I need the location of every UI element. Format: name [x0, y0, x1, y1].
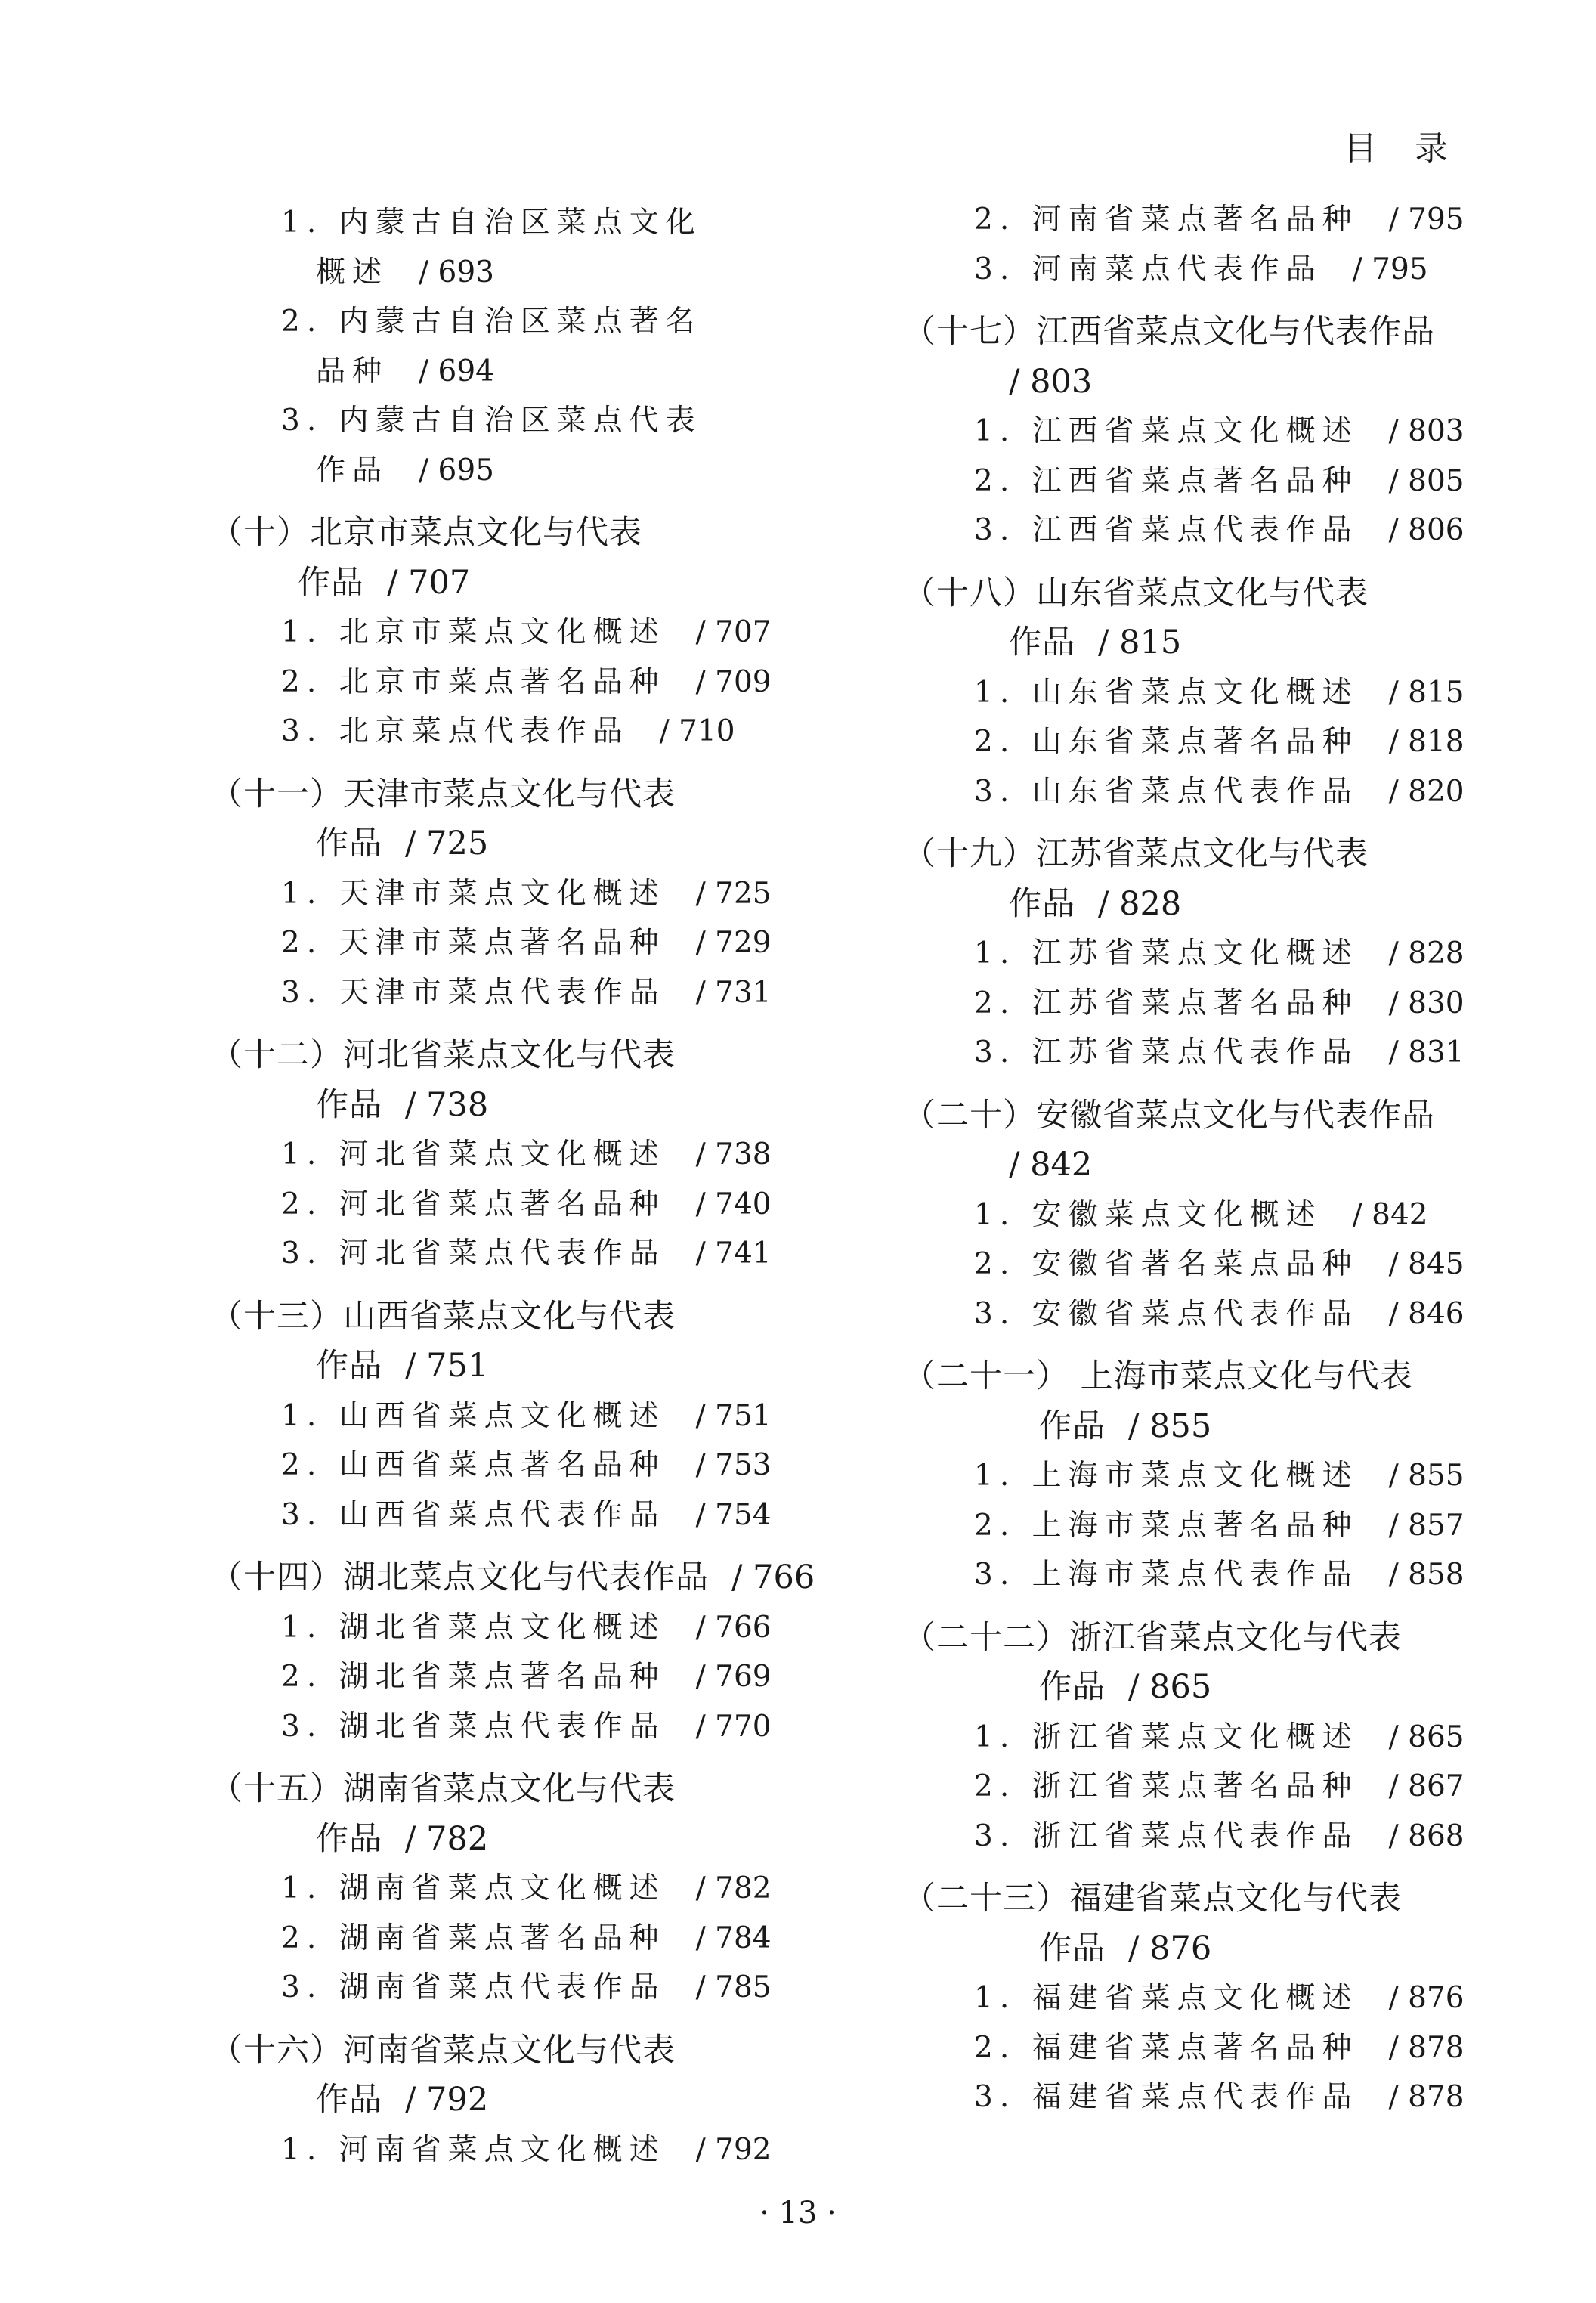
- toc-page-ref: / 751: [695, 1398, 772, 1433]
- toc-entry-continuation: [903, 358, 1462, 407]
- toc-page-ref: / 830: [1388, 986, 1465, 1020]
- toc-page-ref: / 803: [1009, 362, 1093, 401]
- toc-entry-title: 3. 福建省菜点代表作品: [974, 2080, 1359, 2114]
- toc-entry-title: 作品: [1009, 624, 1075, 661]
- toc-page-ref: / 729: [695, 926, 772, 960]
- toc-entry-title: 1. 山西省菜点文化概述: [281, 1398, 666, 1433]
- toc-page-ref: / 754: [695, 1497, 772, 1532]
- toc-page-ref: / 769: [695, 1660, 772, 1694]
- toc-entry: [210, 869, 772, 919]
- toc-page-ref: / 865: [1388, 1720, 1465, 1754]
- toc-entry: [210, 1180, 772, 1230]
- toc-page-ref: / 855: [1128, 1407, 1212, 1445]
- toc-page-ref: / 806: [1388, 513, 1465, 547]
- toc-entry-title: 1. 河南省菜点文化概述: [281, 2132, 666, 2167]
- toc-page-ref: / 868: [1388, 1819, 1465, 1853]
- toc-entry: [903, 195, 1465, 245]
- toc-entry-title: 3. 湖北省菜点代表作品: [281, 1709, 666, 1744]
- toc-page-ref: / 858: [1388, 1558, 1465, 1592]
- toc-entry-continuation: [903, 880, 1462, 930]
- toc-entry: [210, 1391, 772, 1441]
- toc-entry: [210, 198, 769, 248]
- toc-entry-title: （十四）湖北菜点文化与代表作品: [210, 1559, 709, 1596]
- toc-entry: [903, 668, 1465, 718]
- toc-entry: [903, 1812, 1465, 1862]
- toc-entry-continuation: [210, 1815, 769, 1865]
- toc-entry-title: 1. 福建省菜点文化概述: [974, 1981, 1359, 2015]
- toc-entry: [903, 1973, 1465, 2023]
- toc-entry-continuation: [210, 819, 769, 869]
- toc-entry-title: （十）北京市菜点文化与代表: [210, 514, 642, 552]
- toc-page-ref: / 878: [1388, 2030, 1465, 2065]
- toc-entry-continuation: [210, 446, 769, 496]
- toc-page-ref: / 865: [1128, 1668, 1212, 1706]
- toc-entry: [210, 918, 772, 968]
- toc-page-ref: / 876: [1128, 1929, 1212, 1967]
- toc-page-ref: / 815: [1098, 624, 1182, 661]
- toc-entry-title: （十三）山西省菜点文化与代表: [210, 1297, 676, 1336]
- toc-entry-title: 3. 安徽省菜点代表作品: [974, 1296, 1359, 1331]
- toc-entry-title: 概述: [316, 255, 389, 289]
- page-number: · 13 ·: [759, 2196, 837, 2230]
- toc-entry-title: 2. 江苏省菜点著名品种: [974, 986, 1359, 1020]
- toc-entry-title: （二十二）浙江省菜点文化与代表: [903, 1618, 1402, 1657]
- toc-page-ref: / 784: [695, 1921, 772, 1955]
- toc-page-ref: / 792: [695, 2132, 772, 2167]
- toc-page-ref: / 805: [1388, 463, 1465, 498]
- toc-entry-continuation: [903, 1402, 1462, 1452]
- toc-entry: [210, 968, 772, 1018]
- toc-page-ref: / 709: [695, 664, 772, 699]
- toc-entry-continuation: [903, 1924, 1462, 1974]
- toc-entry-continuation: [210, 559, 769, 608]
- toc-entry-title: 1. 山东省菜点文化概述: [974, 675, 1359, 710]
- toc-entry: [903, 929, 1465, 979]
- toc-page-ref: / 828: [1098, 884, 1182, 923]
- toc-entry-title: （十七）江西省菜点文化与代表作品: [903, 313, 1435, 351]
- toc-entry-title: （十二）河北省菜点文化与代表: [210, 1036, 676, 1074]
- toc-entry-title: 作品: [316, 1347, 382, 1385]
- toc-entry-title: 1. 天津市菜点文化概述: [281, 876, 666, 911]
- toc-page-ref: / 795: [1352, 252, 1428, 286]
- toc-entry: [903, 1451, 1465, 1501]
- toc-entry-title: 作品: [316, 1819, 382, 1858]
- toc-entry: [210, 396, 769, 446]
- toc-entry-title: 1. 安徽菜点文化概述: [974, 1197, 1322, 1232]
- toc-page-ref: / 842: [1009, 1146, 1093, 1184]
- toc-entry: [210, 1652, 772, 1702]
- toc-page-ref: / 782: [695, 1871, 772, 1905]
- toc-entry-title: 1. 湖南省菜点文化概述: [281, 1871, 666, 1905]
- toc-entry: [210, 707, 769, 757]
- toc-entry-title: 1. 北京市菜点文化概述: [281, 615, 666, 649]
- toc-entry: [903, 407, 1465, 457]
- toc-page-ref: / 707: [387, 563, 471, 602]
- toc-entry: [210, 1441, 772, 1490]
- toc-entry-title: 3. 山西省菜点代表作品: [281, 1497, 666, 1532]
- toc-entry: [903, 506, 1465, 556]
- toc-entry: [210, 658, 772, 707]
- toc-entry: [210, 297, 769, 347]
- toc-section-heading: [210, 1765, 769, 1815]
- toc-page-ref: / 740: [695, 1187, 772, 1221]
- running-header: 目 录: [1344, 129, 1461, 168]
- toc-page-ref: / 820: [1388, 774, 1465, 809]
- toc-page-ref: / 818: [1388, 725, 1465, 759]
- toc-entry: [903, 2023, 1465, 2073]
- toc-entry-title: （十九）江苏省菜点文化与代表: [903, 835, 1369, 873]
- toc-entry-title: 3. 江西省菜点代表作品: [974, 513, 1359, 547]
- toc-page-ref: / 766: [732, 1559, 815, 1596]
- toc-page-ref: / 795: [1388, 203, 1465, 237]
- toc-entry-title: 3. 天津市菜点代表作品: [281, 975, 666, 1010]
- toc-page-ref: / 815: [1388, 675, 1465, 710]
- toc-entry-title: 3. 浙江省菜点代表作品: [974, 1819, 1359, 1853]
- toc-page-ref: / 751: [405, 1347, 489, 1385]
- toc-section-heading: [210, 1292, 769, 1342]
- toc-page-ref: / 731: [695, 975, 772, 1010]
- toc-entry-title: （十五）湖南省菜点文化与代表: [210, 1770, 676, 1808]
- toc-page-ref: / 741: [695, 1237, 772, 1271]
- toc-page-ref: / 831: [1388, 1035, 1465, 1069]
- toc-page-ref: / 846: [1388, 1296, 1465, 1331]
- toc-page-ref: / 693: [419, 255, 494, 289]
- toc-entry-title: 2. 河北省菜点著名品种: [281, 1187, 666, 1221]
- toc-entry: [903, 979, 1465, 1029]
- toc-entry: [210, 1963, 772, 2013]
- toc-page-ref: / 803: [1388, 414, 1465, 448]
- toc-page-ref: / 878: [1388, 2080, 1465, 2114]
- toc-entry: [903, 1028, 1465, 1078]
- toc-entry-title: 1. 内蒙古自治区菜点文化: [281, 206, 702, 240]
- toc-page-ref: / 694: [419, 354, 494, 388]
- toc-entry-title: 2. 江西省菜点著名品种: [974, 463, 1359, 498]
- toc-entry-title: （二十一） 上海市菜点文化与代表: [903, 1357, 1413, 1395]
- toc-page-ref: / 770: [695, 1709, 772, 1744]
- toc-entry-title: 1. 浙江省菜点文化概述: [974, 1720, 1359, 1754]
- toc-entry-title: 3. 内蒙古自治区菜点代表: [281, 404, 702, 438]
- toc-page-ref: / 725: [695, 876, 772, 911]
- toc-entry-title: 1. 上海市菜点文化概述: [974, 1459, 1359, 1493]
- toc-entry: [903, 1762, 1465, 1812]
- toc-entry-title: 2. 湖南省菜点著名品种: [281, 1921, 666, 1955]
- toc-entry-title: 3. 河南菜点代表作品: [974, 252, 1322, 286]
- toc-entry-title: （二十三）福建省菜点文化与代表: [903, 1880, 1402, 1918]
- toc-entry-title: 2. 山东省菜点著名品种: [974, 725, 1359, 759]
- toc-page-ref: / 855: [1388, 1459, 1465, 1493]
- toc-entry: [903, 245, 1462, 295]
- toc-entry: [903, 1501, 1465, 1551]
- toc-entry: [210, 1914, 772, 1964]
- toc-page-ref: / 725: [405, 825, 489, 862]
- toc-entry-title: 2. 上海市菜点著名品种: [974, 1508, 1359, 1543]
- toc-page-ref: / 707: [695, 615, 772, 649]
- toc-page-ref: / 828: [1388, 936, 1465, 970]
- toc-entry: [210, 1864, 772, 1914]
- toc-entry: [903, 717, 1465, 767]
- toc-entry: [903, 1550, 1465, 1600]
- toc-page-ref: / 867: [1388, 1769, 1465, 1803]
- toc-entry-title: 作品: [316, 2081, 382, 2119]
- toc-entry: [210, 1603, 772, 1653]
- toc-entry-title: 作品: [1039, 1929, 1106, 1967]
- toc-entry-title: 2. 山西省菜点著名品种: [281, 1448, 666, 1482]
- toc-column-right: [903, 195, 1465, 2122]
- toc-page-ref: / 876: [1388, 1981, 1465, 2015]
- toc-entry-title: 1. 湖北省菜点文化概述: [281, 1610, 666, 1645]
- toc-entry-title: 2. 福建省菜点著名品种: [974, 2030, 1359, 2065]
- toc-entry: [210, 1702, 772, 1752]
- toc-entry-title: 3. 山东省菜点代表作品: [974, 774, 1359, 809]
- toc-entry: [903, 457, 1465, 506]
- toc-entry-title: 作品: [316, 453, 389, 488]
- toc-section-heading: [903, 830, 1462, 880]
- toc-page-ref: / 782: [405, 1819, 489, 1858]
- toc-entry-title: 品种: [316, 354, 389, 388]
- toc-section-heading: [210, 2026, 769, 2076]
- toc-page-ref: / 710: [659, 714, 735, 748]
- toc-entry-title: 3. 上海市菜点代表作品: [974, 1558, 1359, 1592]
- toc-entry-title: 2. 河南省菜点著名品种: [974, 203, 1359, 237]
- toc-entry-title: 2. 湖北省菜点著名品种: [281, 1660, 666, 1694]
- toc-page-ref: / 785: [695, 1970, 772, 2004]
- toc-entry-title: 3. 江苏省菜点代表作品: [974, 1035, 1359, 1069]
- toc-entry: [210, 1490, 772, 1540]
- toc-entry-title: 3. 湖南省菜点代表作品: [281, 1970, 666, 2004]
- toc-entry: [210, 1229, 772, 1279]
- toc-entry: [903, 1190, 1462, 1240]
- toc-entry: [903, 2072, 1465, 2122]
- toc-page-ref: / 766: [695, 1610, 772, 1645]
- toc-entry-title: 2. 内蒙古自治区菜点著名: [281, 305, 702, 339]
- toc-page-ref: / 695: [419, 453, 494, 488]
- toc-section-heading: [903, 569, 1462, 619]
- toc-entry-title: 1. 江苏省菜点文化概述: [974, 936, 1359, 970]
- toc-entry-title: 2. 天津市菜点著名品种: [281, 926, 666, 960]
- toc-section-heading: [210, 509, 769, 559]
- toc-section-heading: [210, 770, 769, 820]
- toc-column-left: [210, 198, 815, 2175]
- toc-entry: [210, 608, 772, 658]
- toc-page-ref: / 857: [1388, 1508, 1465, 1543]
- toc-section-heading: [210, 1553, 815, 1603]
- toc-page-ref: / 842: [1352, 1197, 1428, 1232]
- toc-entry-title: 3. 河北省菜点代表作品: [281, 1237, 666, 1271]
- toc-entry-continuation: [210, 1342, 769, 1391]
- toc-section-heading: [903, 1614, 1462, 1664]
- toc-page-ref: / 845: [1388, 1247, 1465, 1281]
- toc-entry-title: （二十）安徽省菜点文化与代表作品: [903, 1096, 1435, 1134]
- toc-entry-continuation: [903, 1663, 1462, 1713]
- toc-entry: [210, 2125, 772, 2175]
- toc-page-ref: / 738: [405, 1085, 489, 1124]
- toc-page-ref: / 792: [405, 2081, 489, 2119]
- toc-entry-title: 2. 北京市菜点著名品种: [281, 664, 666, 699]
- toc-entry-title: （十八）山东省菜点文化与代表: [903, 574, 1369, 612]
- toc-entry-title: 2. 浙江省菜点著名品种: [974, 1769, 1359, 1803]
- toc-entry: [903, 1289, 1465, 1339]
- toc-section-heading: [210, 1031, 769, 1081]
- toc-entry-title: 3. 北京菜点代表作品: [281, 714, 629, 748]
- toc-entry-title: 作品: [298, 563, 364, 602]
- toc-section-heading: [903, 308, 1462, 358]
- toc-entry-title: 1. 河北省菜点文化概述: [281, 1138, 666, 1172]
- toc-entry: [903, 767, 1465, 817]
- toc-entry-continuation: [903, 618, 1462, 668]
- toc-entry-title: 作品: [1039, 1407, 1106, 1445]
- toc-entry: [903, 1713, 1465, 1763]
- toc-entry-title: （十六）河南省菜点文化与代表: [210, 2031, 676, 2069]
- toc-entry-continuation: [903, 1141, 1462, 1190]
- toc-entry-continuation: [210, 2075, 769, 2125]
- toc-page-ref: / 753: [695, 1448, 772, 1482]
- toc-entry-continuation: [210, 1081, 769, 1131]
- toc-entry-title: 2. 安徽省著名菜点品种: [974, 1247, 1359, 1281]
- toc-section-heading: [903, 1091, 1462, 1141]
- toc-entry-title: 作品: [1009, 884, 1075, 923]
- toc-section-heading: [903, 1874, 1462, 1924]
- toc-entry-continuation: [210, 347, 769, 397]
- toc-section-heading: [903, 1352, 1462, 1402]
- toc-page-ref: / 738: [695, 1138, 772, 1172]
- toc-entry-title: 作品: [316, 825, 382, 862]
- toc-entry-title: 作品: [1039, 1668, 1106, 1706]
- toc-entry-title: 作品: [316, 1085, 382, 1124]
- toc-entry-title: （十一）天津市菜点文化与代表: [210, 775, 676, 813]
- toc-entry-title: 1. 江西省菜点文化概述: [974, 414, 1359, 448]
- toc-entry: [903, 1240, 1465, 1289]
- toc-entry: [210, 1130, 772, 1180]
- toc-entry-continuation: [210, 248, 769, 298]
